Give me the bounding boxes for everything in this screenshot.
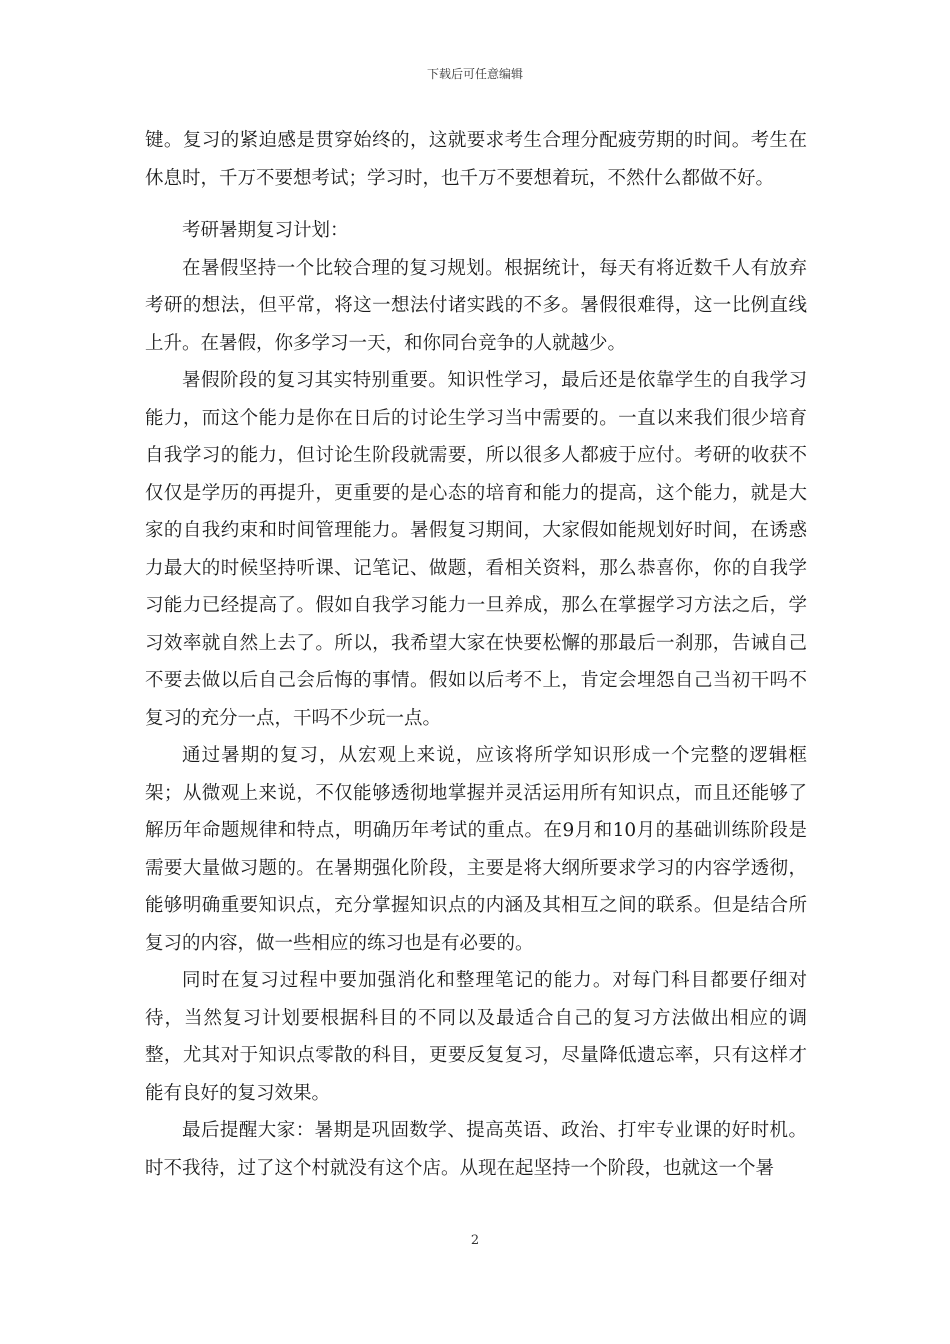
page-header: 下载后可任意编辑 <box>426 67 523 81</box>
paragraph: 在暑假坚持一个比较合理的复习规划。根据统计，每天有将近数千人有放弃考研的想法，但平常，将这一想法付诸实践的不多。暑假很难得，这一比例直线上升。在暑假，你多学习一天，和你同台竞争的人就越少。 <box>145 257 807 354</box>
paragraph: 通过暑期的复习，从宏观上来说，应该将所学知识形成一个完整的逻辑框架；从微观上来说，不仅能够透彻地掌握并灵活运用所有知识点，而且还能够了解历年命题规律和特点，明确历年考试的重点。在9月和10月的基础训练阶段是需要大量做习题的。在暑期强化阶段，主要是将大纲所要求学习的内容学透彻，能够明确重要知识点，充分掌握知识点的内涵及其相互之间的联系。但是结合所复习的内容，做一些相应的练习也是有必要的。 <box>145 745 807 954</box>
page-number: 2 <box>470 1233 480 1248</box>
paragraph: 最后提醒大家：暑期是巩固数学、提高英语、政治、打牢专业课的好时机。时不我待，过了这个村就没有这个店。从现在起坚持一个阶段，也就这一个暑 <box>145 1120 807 1179</box>
document-body <box>145 122 807 1187</box>
paragraph: 暑假阶段的复习其实特别重要。知识性学习，最后还是依靠学生的自我学习能力，而这个能力是你在日后的讨论生学习当中需要的。一直以来我们很少培育自我学习的能力，但讨论生阶段就需要，所以很多人都疲于应付。考研的收获不仅仅是学历的再提升，更重要的是心态的培育和能力的提高，这个能力，就是大家的自我约束和时间管理能力。暑假复习期间，大家假如能规划好时间，在诱惑力最大的时候坚持听课、记笔记、做题，看相关资料，那么恭喜你，你的自我学习能力已经提高了。假如自我学习能力一旦养成，那么在掌握学习方法之后，学习效率就自然上去了。所以，我希望大家在快要松懈的那最后一刹那，告诫自己不要去做以后自己会后悔的事情。假如以后考不上，肯定会埋怨自己当初干吗不复习的充分一点，干吗不少玩一点。 <box>145 370 807 729</box>
paragraph-continuation: 键。复习的紧迫感是贯穿始终的，这就要求考生合理分配疲劳期的时间。考生在休息时，千万不要想考试；学习时，也千万不要想着玩，不然什么都做不好。 <box>145 130 807 189</box>
section-heading: 考研暑期复习计划： <box>182 220 349 241</box>
paragraph: 同时在复习过程中要加强消化和整理笔记的能力。对每门科目都要仔细对待，当然复习计划要根据科目的不同以及最适合自己的复习方法做出相应的调整，尤其对于知识点零散的科目，更要反复复习，尽量降低遗忘率，只有这样才能有良好的复习效果。 <box>145 970 807 1104</box>
